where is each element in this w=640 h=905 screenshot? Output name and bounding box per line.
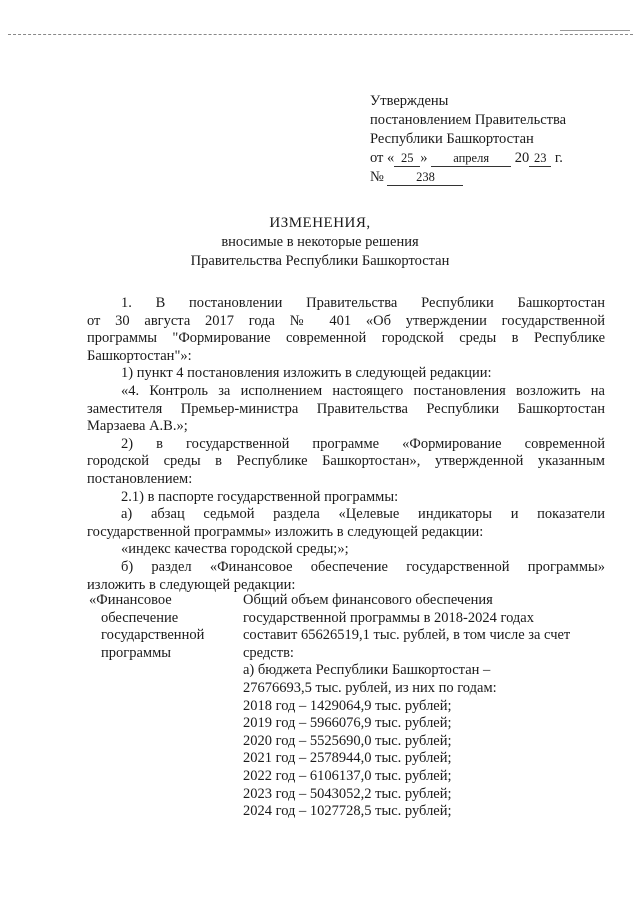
- approval-line: Республики Башкортостан: [370, 131, 534, 147]
- body-line: Башкортостан"»:: [87, 347, 192, 364]
- date-month: апреля: [431, 151, 511, 167]
- document-title: [150, 214, 490, 271]
- date-mid: »: [420, 150, 428, 166]
- financing-label-cell: [87, 592, 227, 662]
- year-row: 2022 год – 6106137,0 тыс. рублей;: [243, 767, 452, 784]
- value-line: Общий объем финансового обеспечения: [243, 592, 493, 608]
- year-row: 2024 год – 1027728,5 тыс. рублей;: [243, 803, 452, 820]
- approval-line: постановлением Правительства: [370, 112, 567, 128]
- scan-edge-line: [560, 30, 630, 31]
- date-year-suffix: 23: [529, 151, 551, 167]
- year-row: 2020 год – 5525690,0 тыс. рублей;: [243, 732, 452, 749]
- body-line: от 30 августа 2017 года № 401 «Об утверждении государственной: [87, 312, 605, 329]
- body-line: городской среды в Республике Башкортостан», утвержденной указанным: [87, 453, 605, 470]
- body-line: программы "Формирование современной городской среды в Республике: [87, 330, 605, 347]
- label-line: программы: [101, 644, 171, 661]
- value-line: государственной программы в 2018-2024 годах: [243, 609, 534, 626]
- date-day: 25: [394, 151, 420, 167]
- document-body: [87, 295, 605, 594]
- value-line: а) бюджета Республики Башкортостан –: [243, 662, 491, 679]
- body-line: 1. В постановлении Правительства Республики Башкортостан: [121, 295, 605, 311]
- body-line: заместителя Премьер-министра Правительства Республики Башкортостан: [87, 400, 605, 417]
- body-line: «индекс качества городской среды;»;: [121, 541, 349, 558]
- body-line: Марзаева А.В.»;: [87, 418, 188, 435]
- value-line: составит 65626519,1 тыс. рублей, в том числе за счет: [243, 627, 571, 644]
- year-row: 2021 год – 2578944,0 тыс. рублей;: [243, 750, 452, 767]
- title-subtitle: вносимые в некоторые решения: [221, 234, 419, 250]
- label-line: обеспечение: [101, 609, 179, 626]
- body-line: б) раздел «Финансовое обеспечение государственной программы»: [121, 558, 605, 575]
- approval-date: [370, 149, 620, 168]
- decree-number: 238: [387, 170, 463, 186]
- year-row: 2018 год – 1429064,9 тыс. рублей;: [243, 697, 452, 714]
- date-suffix: г.: [554, 150, 563, 166]
- year-row: 2019 год – 5966076,9 тыс. рублей;: [243, 715, 452, 732]
- financing-value-cell: [243, 592, 603, 821]
- approval-number: [370, 168, 620, 187]
- date-year-prefix: 20: [514, 150, 530, 166]
- value-line: средств:: [243, 644, 294, 661]
- label-line: «Финансовое: [89, 592, 172, 608]
- body-line: 1) пункт 4 постановления изложить в следующей редакции:: [121, 365, 492, 382]
- label-line: государственной: [101, 627, 205, 644]
- body-line: «4. Контроль за исполнением настоящего постановления возложить на: [121, 382, 605, 399]
- body-line: изложить в следующей редакции:: [87, 576, 296, 593]
- title-main: ИЗМЕНЕНИЯ,: [269, 215, 371, 231]
- title-subtitle: Правительства Республики Башкортостан: [190, 253, 450, 269]
- body-line: 2.1) в паспорте государственной программы:: [121, 488, 399, 505]
- approval-block: [370, 92, 620, 187]
- body-line: 2) в государственной программе «Формирование современной: [121, 435, 605, 452]
- year-row: 2023 год – 5043052,2 тыс. рублей;: [243, 785, 452, 802]
- body-line: а) абзац седьмой раздела «Целевые индикаторы и показатели: [121, 506, 605, 523]
- scan-edge-line: [8, 34, 633, 35]
- body-line: постановлением:: [87, 470, 193, 487]
- body-line: государственной программы» изложить в следующей редакции:: [87, 523, 484, 540]
- number-prefix: №: [370, 169, 384, 185]
- date-prefix: от «: [370, 150, 395, 166]
- approval-line: Утверждены: [370, 93, 449, 109]
- value-line: 27676693,5 тыс. рублей, из них по годам:: [243, 679, 497, 696]
